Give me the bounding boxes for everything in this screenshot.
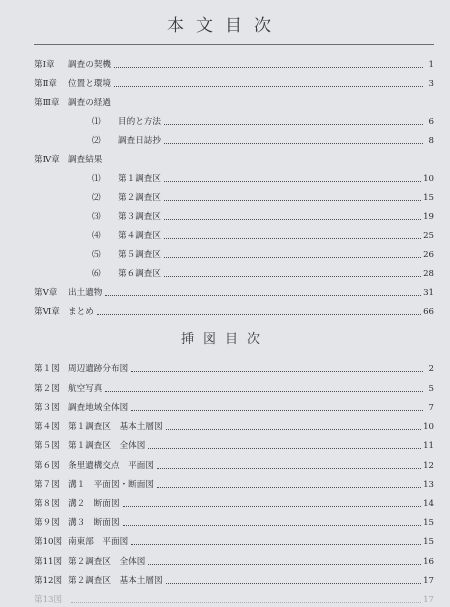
figure-entry [34,459,434,473]
dot-leader [164,218,421,220]
figure-entry [34,478,434,492]
entry-label: 第８図 [34,499,60,509]
entry-title: 第１調査区 基本土層図 [68,422,163,432]
figures-title: 挿図目次 [180,332,269,347]
entry-page-number: 25 [423,231,434,241]
entry-title: 第４調査区 [118,231,161,241]
contents-entry [92,115,434,129]
entry-title: 出土遺物 [68,288,103,298]
contents-entry [34,153,434,167]
dot-leader [164,256,421,258]
entry-title: 第１調査区 全体図 [68,441,146,451]
dot-leader [123,524,421,526]
figure-entry [34,439,434,453]
entry-page-number: 15 [423,193,434,203]
dot-leader [105,390,423,392]
dot-leader [148,563,421,565]
dot-leader [157,467,421,469]
entry-label: 第４図 [34,422,60,432]
entry-page-number: 28 [423,269,434,279]
entry-title: 調査日誌抄 [118,136,161,146]
entry-label: 第Ⅵ章 [34,307,60,317]
entry-page-number: 19 [423,212,434,222]
entry-page-number: 17 [423,595,434,605]
dot-leader [148,447,421,449]
entry-label: 第７図 [34,480,60,490]
entry-label: 第12図 [34,576,63,586]
entry-title: 第１調査区 [118,174,161,184]
contents-entry [92,210,434,224]
contents-entry [92,134,434,148]
entry-title: 航空写真 [68,384,103,394]
entry-label: 第Ⅰ章 [34,60,55,70]
entry-label: 第１図 [34,364,60,374]
entry-page-number: 10 [423,174,434,184]
entry-title: 周辺遺跡分布図 [68,364,129,374]
entry-title: 第２調査区 基本土層図 [68,576,163,586]
entry-label: 第３図 [34,403,60,413]
entry-title: 位置と環境 [68,79,111,89]
figure-entry [34,574,434,588]
entry-title: 第３調査区 [118,212,161,222]
entry-page-number: 14 [423,499,434,509]
entry-title: 溝３ 断面図 [68,518,120,528]
figure-entry [34,535,434,549]
entry-title: 第２調査区 全体図 [68,557,146,567]
entry-label: 第10図 [34,537,63,547]
contents-title: 本文目次 [167,16,283,36]
entry-title: 第６調査区 [118,269,161,279]
entry-title: 調査結果 [68,155,103,165]
entry-page-number: 16 [423,557,434,567]
figure-entry [34,362,434,376]
entry-title: 溝１ 平面図・断面図 [68,480,154,490]
entry-page-number: 5 [428,384,434,394]
figure-entry [34,497,434,511]
contents-entry [34,286,434,300]
entry-page-number: 15 [423,537,434,547]
entry-title: 調査地域全体図 [68,403,129,413]
entry-number: ⑴ [92,174,101,184]
figure-entry [34,382,434,396]
contents-entry [34,58,434,72]
contents-entry [92,267,434,281]
entry-label: 第６図 [34,461,60,471]
entry-title: 溝２ 断面図 [68,499,120,509]
entry-label: 第Ⅱ章 [34,79,58,89]
dot-leader [164,142,423,144]
contents-entry [92,248,434,262]
dot-leader [105,294,421,296]
dot-leader [71,601,421,603]
entry-title: 調査の契機 [68,60,111,70]
entry-page-number: 3 [428,79,434,89]
dot-leader [114,85,423,87]
dot-leader [114,66,423,68]
entry-page-number: 6 [428,117,434,127]
entry-number: ⑷ [92,231,101,241]
entry-title: 第５調査区 [118,250,161,260]
figure-entry [34,420,434,434]
entry-label: 第13図 [34,595,63,605]
figure-entry [34,593,434,607]
figure-entry [34,555,434,569]
dot-leader [164,180,421,182]
entry-page-number: 7 [428,403,434,413]
dot-leader [123,505,421,507]
dot-leader [164,123,423,125]
dot-leader [131,543,421,545]
dot-leader [131,370,423,372]
entry-page-number: 26 [423,250,434,260]
dot-leader [164,237,421,239]
figure-entry [34,516,434,530]
entry-label: 第９図 [34,518,60,528]
figure-entry [34,401,434,415]
entry-number: ⑵ [92,136,101,146]
entry-page-number: 66 [423,307,434,317]
contents-entry [34,96,434,110]
title-underline [34,44,434,45]
entry-page-number: 10 [423,422,434,432]
entry-title: まとめ [68,307,94,317]
dot-leader [164,199,421,201]
entry-page-number: 17 [423,576,434,586]
entry-label: 第５図 [34,441,60,451]
entry-title: 第２調査区 [118,193,161,203]
entry-label: 第２図 [34,384,60,394]
entry-number: ⑵ [92,193,101,203]
entry-page-number: 15 [423,518,434,528]
entry-page-number: 1 [428,60,434,70]
entry-title: 目的と方法 [118,117,161,127]
entry-number: ⑸ [92,250,101,260]
entry-title: 条里遺構交点 平面図 [68,461,154,471]
dot-leader [97,313,421,315]
entry-page-number: 31 [423,288,434,298]
entry-label: 第Ⅳ章 [34,155,60,165]
entry-number: ⑴ [92,117,101,127]
dot-leader [131,409,423,411]
entry-label: 第11図 [34,557,63,567]
entry-page-number: 13 [423,480,434,490]
dot-leader [157,486,421,488]
entry-label: 第Ⅲ章 [34,98,60,108]
dot-leader [166,582,422,584]
entry-label: 第Ⅴ章 [34,288,58,298]
entry-page-number: 2 [428,364,434,374]
contents-entry [92,191,434,205]
contents-entry [92,229,434,243]
entry-page-number: 8 [428,136,434,146]
entry-number: ⑶ [92,212,101,222]
entry-page-number: 11 [423,441,434,451]
entry-title: 南東部 平面図 [68,537,129,547]
entry-title: 調査の経過 [68,98,111,108]
dot-leader [166,428,422,430]
entry-page-number: 12 [423,461,434,471]
contents-entry [92,172,434,186]
entry-number: ⑹ [92,269,101,279]
contents-entry [34,305,434,319]
dot-leader [164,275,421,277]
contents-entry [34,77,434,91]
